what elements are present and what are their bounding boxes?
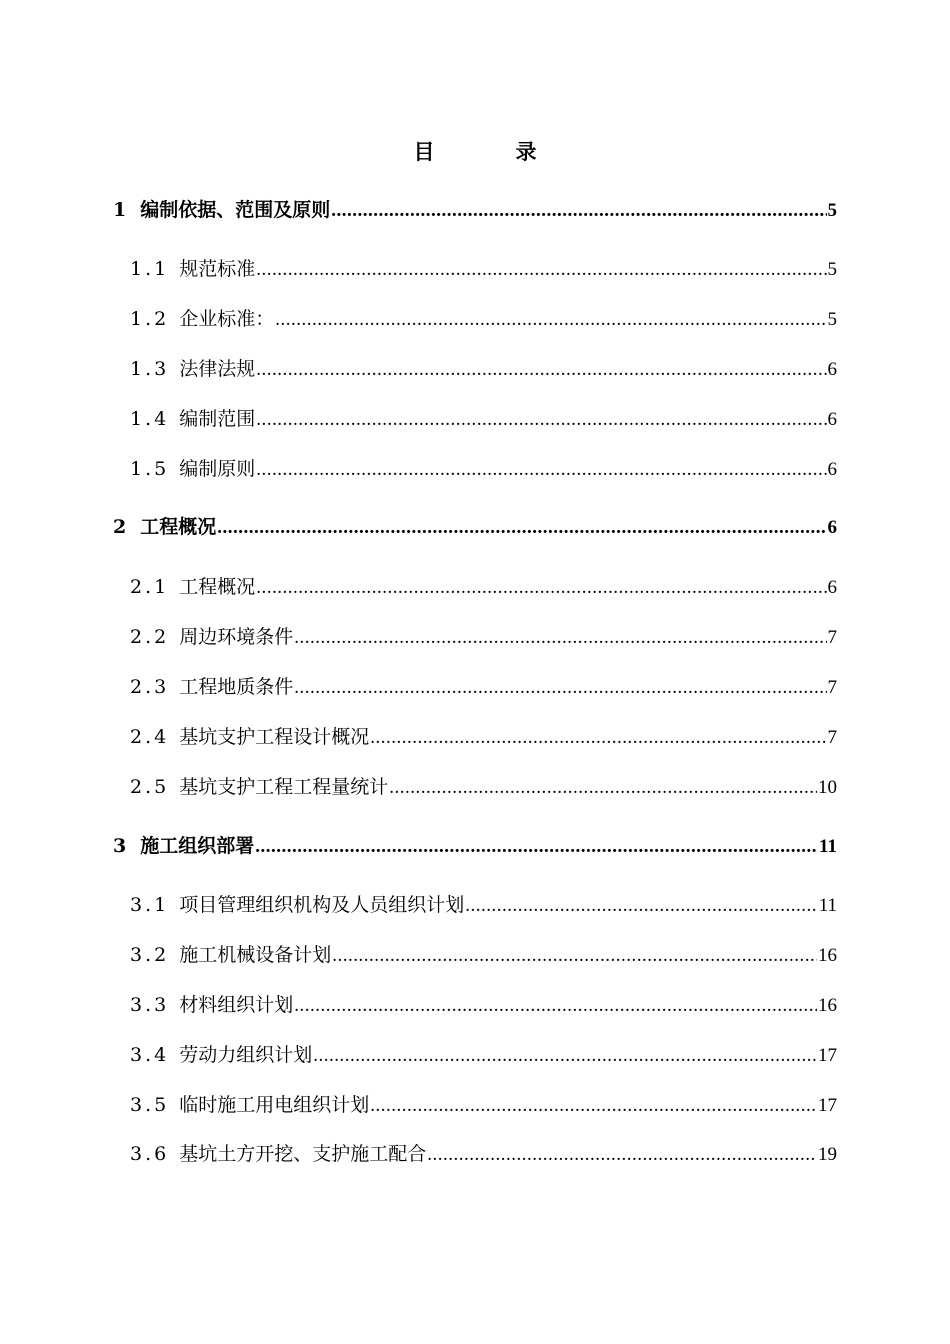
toc-entry-number: 3 xyxy=(113,835,127,857)
toc-entry-number: 1 xyxy=(113,199,127,221)
toc-leader-dots xyxy=(427,1142,817,1168)
toc-entry-2[interactable] xyxy=(113,514,837,541)
toc-leader-dots xyxy=(389,775,817,801)
toc-entry-page: 5 xyxy=(827,259,837,280)
toc-title: 目 录 xyxy=(413,139,567,164)
toc-entry-text: 编制范围 xyxy=(179,408,256,430)
toc-entry-page: 7 xyxy=(827,627,837,648)
toc-entry-page: 17 xyxy=(818,1045,837,1066)
toc-entry-3-2[interactable] xyxy=(130,942,837,969)
toc-entry-page: 6 xyxy=(827,459,837,480)
toc-entry-text: 劳动力组织计划 xyxy=(179,1044,313,1066)
toc-leader-dots xyxy=(217,515,826,541)
toc-leader-dots xyxy=(256,257,826,283)
toc-entry-number: 3.1 xyxy=(130,894,170,916)
toc-entry-page: 5 xyxy=(827,309,837,330)
toc-entry-text: 规范标准 xyxy=(179,258,256,280)
toc-leader-dots xyxy=(370,1093,817,1119)
toc-entry-1[interactable] xyxy=(113,197,837,224)
toc-leader-dots xyxy=(255,834,818,860)
toc-entry-page: 19 xyxy=(818,1144,837,1165)
toc-entry-text: 施工机械设备计划 xyxy=(179,944,332,966)
toc-leader-dots xyxy=(370,725,826,751)
toc-entry-1-3[interactable] xyxy=(130,356,837,383)
toc-entry-text: 编制原则 xyxy=(179,458,256,480)
toc-entry-number: 2.2 xyxy=(130,626,170,648)
toc-entry-number: 2.3 xyxy=(130,676,170,698)
toc-entry-text: 工程概况 xyxy=(140,516,217,538)
toc-entry-text: 基坑支护工程设计概况 xyxy=(179,726,370,748)
toc-entry-page: 10 xyxy=(818,777,837,798)
toc-entry-3-4[interactable] xyxy=(130,1042,837,1069)
toc-entry-1-1[interactable] xyxy=(130,256,837,283)
toc-entry-number: 3.5 xyxy=(130,1094,170,1116)
toc-entry-1-5[interactable] xyxy=(130,456,837,483)
toc-entry-2-5[interactable] xyxy=(130,774,837,801)
toc-entry-text: 企业标准： xyxy=(179,308,275,330)
toc-entry-number: 3.4 xyxy=(130,1044,170,1066)
toc-entry-page: 7 xyxy=(827,727,837,748)
toc-entry-1-2[interactable] xyxy=(130,306,837,333)
toc-entry-text: 项目管理组织机构及人员组织计划 xyxy=(179,894,465,916)
toc-entry-page: 5 xyxy=(827,200,837,221)
toc-entry-number: 2.5 xyxy=(130,776,170,798)
toc-entry-number: 1.4 xyxy=(130,408,170,430)
toc-entry-3-3[interactable] xyxy=(130,992,837,1019)
toc-leader-dots xyxy=(294,625,826,651)
toc-entry-number: 1.1 xyxy=(130,258,170,280)
toc-entry-3-5[interactable] xyxy=(130,1092,837,1119)
toc-entry-2-2[interactable] xyxy=(130,624,837,651)
toc-entry-3-6[interactable] xyxy=(130,1141,837,1168)
toc-entry-page: 6 xyxy=(827,409,837,430)
toc-entry-3-1[interactable] xyxy=(130,892,837,919)
toc-entry-2-3[interactable] xyxy=(130,674,837,701)
toc-entry-2-4[interactable] xyxy=(130,724,837,751)
toc-entry-number: 2 xyxy=(113,516,127,538)
toc-entry-page: 7 xyxy=(827,677,837,698)
toc-entry-number: 2.4 xyxy=(130,726,170,748)
toc-entry-text: 编制依据、范围及原则 xyxy=(140,199,331,221)
toc-entry-page: 17 xyxy=(818,1095,837,1116)
toc-entry-text: 周边环境条件 xyxy=(179,626,294,648)
toc-leader-dots xyxy=(256,357,826,383)
toc-entry-page: 6 xyxy=(827,577,837,598)
toc-entry-text: 基坑土方开挖、支护施工配合 xyxy=(179,1143,427,1165)
toc-entry-text: 基坑支护工程工程量统计 xyxy=(179,776,389,798)
toc-entry-number: 1.2 xyxy=(130,308,170,330)
toc-entry-text: 工程概况 xyxy=(179,576,256,598)
toc-entry-number: 3.2 xyxy=(130,944,170,966)
toc-entry-text: 材料组织计划 xyxy=(179,994,294,1016)
toc-leader-dots xyxy=(256,575,826,601)
toc-leader-dots xyxy=(256,457,826,483)
toc-entry-number: 3.3 xyxy=(130,994,170,1016)
toc-entry-number: 3.6 xyxy=(130,1143,170,1165)
toc-entry-number: 1.3 xyxy=(130,358,170,380)
toc-entry-page: 16 xyxy=(818,995,837,1016)
toc-entry-text: 工程地质条件 xyxy=(179,676,294,698)
toc-entry-page: 11 xyxy=(818,895,837,916)
toc-entry-1-4[interactable] xyxy=(130,406,837,433)
toc-entry-text: 临时施工用电组织计划 xyxy=(179,1094,370,1116)
toc-entry-number: 2.1 xyxy=(130,576,170,598)
toc-leader-dots xyxy=(332,943,817,969)
toc-entry-text: 法律法规 xyxy=(179,358,256,380)
toc-leader-dots xyxy=(294,675,826,701)
toc-entry-text: 施工组织部署 xyxy=(140,835,255,857)
toc-leader-dots xyxy=(275,307,826,333)
toc-leader-dots xyxy=(465,893,817,919)
toc-leader-dots xyxy=(331,198,826,224)
toc-entry-page: 16 xyxy=(818,945,837,966)
toc-leader-dots xyxy=(294,993,817,1019)
toc-entry-page: 6 xyxy=(827,359,837,380)
toc-entry-number: 1.5 xyxy=(130,458,170,480)
toc-entry-3[interactable] xyxy=(113,833,837,860)
toc-leader-dots xyxy=(256,407,826,433)
toc-entry-page: 6 xyxy=(827,517,837,538)
toc-leader-dots xyxy=(313,1043,817,1069)
toc-entry-2-1[interactable] xyxy=(130,574,837,601)
toc-entry-page: 11 xyxy=(819,836,837,857)
